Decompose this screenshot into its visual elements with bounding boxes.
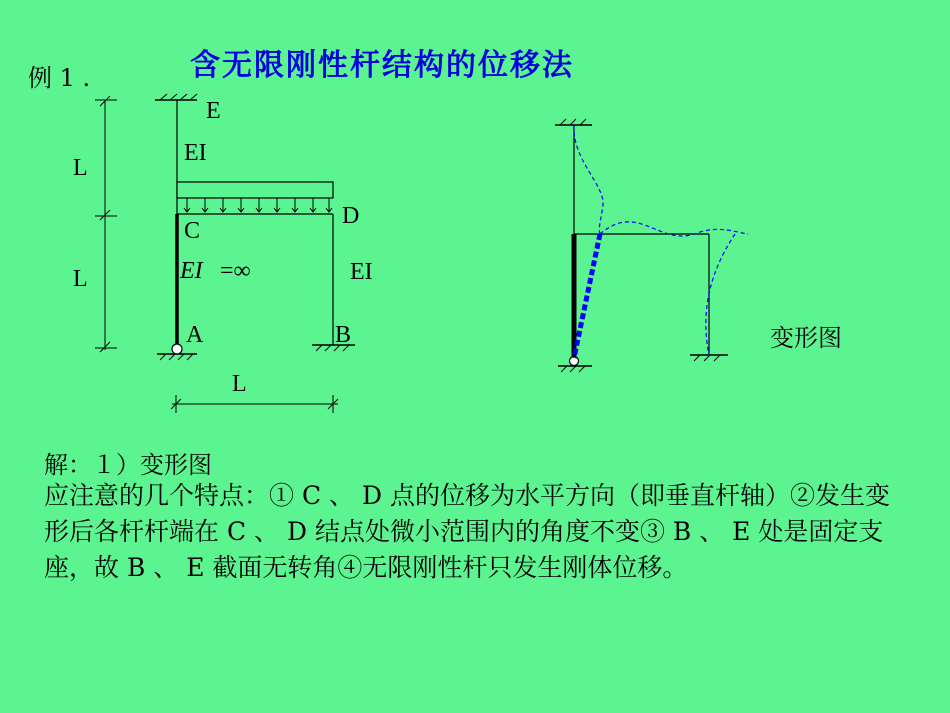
- label-D: D: [342, 203, 360, 229]
- solution-body: 应注意的几个特点：① C 、 D 点的位移为水平方向（即垂直杆轴）②发生变形后各杆杆端在 C 、 D 结点处微小范围内的角度不变③ B 、 E 处是固定支座，故 B 、 E 截面无转角④无限刚性杆只发生刚体位移。: [44, 481, 890, 582]
- page-title: 含无限刚性杆结构的位移法: [190, 48, 574, 83]
- label-EI-right: EI: [350, 259, 373, 285]
- solution-heading: 解：１）变形图: [44, 451, 212, 479]
- label-A: A: [186, 322, 204, 348]
- support-E-hatch: [160, 94, 197, 100]
- example-label: 例 1 .: [28, 64, 91, 92]
- dim-label-L-horizontal: L: [232, 371, 247, 397]
- label-B: B: [335, 322, 352, 348]
- label-EI-top: EI: [184, 140, 207, 166]
- original-frame: [95, 94, 355, 413]
- label-EI-infinite: EI: [180, 258, 203, 284]
- dim-label-L-top: L: [73, 155, 88, 181]
- dim-label-L-bottom: L: [73, 266, 88, 292]
- deformed-curve-DB: [706, 234, 735, 355]
- deformed-rigid-bar: [574, 234, 600, 358]
- deformed-frame: [555, 119, 748, 372]
- deformed-curve-EC: [574, 125, 603, 234]
- label-C: C: [184, 218, 201, 244]
- load-arrows: [184, 198, 332, 212]
- label-infinity: =∞: [220, 258, 251, 284]
- distributed-load: [177, 182, 333, 198]
- hinge-A: [172, 344, 182, 354]
- support-A-hatch: [160, 354, 193, 360]
- deformed-caption: 变形图: [770, 324, 842, 352]
- label-E: E: [206, 98, 221, 124]
